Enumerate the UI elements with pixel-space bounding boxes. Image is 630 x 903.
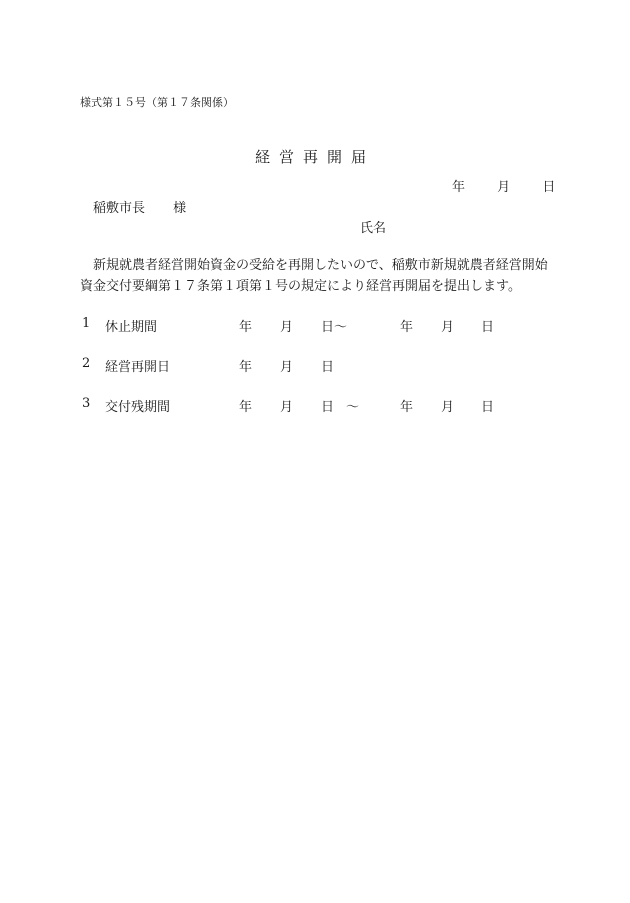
body-paragraph: 新規就農者経営開始資金の受給を再開したいので、稲敷市新規就農者経営開始資金交付要綱第１７条第１項第１号の規定により経営再開届を提出します。 (80, 258, 548, 294)
applicant-name-label: 氏名 (360, 221, 387, 236)
item-month: 月 (280, 320, 294, 335)
item-day: 日〜 (321, 320, 348, 335)
date-day: 日 (542, 180, 556, 195)
document-title: 経営再開届 (254, 148, 375, 166)
item-end-day: 日 (481, 320, 495, 335)
item-end-year: 年 (400, 320, 414, 335)
item-number: 2 (82, 356, 91, 371)
item-end-year: 年 (400, 400, 414, 415)
date-year: 年 (452, 180, 466, 195)
item-number: 3 (82, 396, 91, 411)
item-end-month: 月 (441, 320, 455, 335)
item-label: 休止期間 (105, 320, 158, 335)
item-tilde: 〜 (346, 400, 360, 415)
item-day: 日 (321, 400, 335, 415)
item-end-month: 月 (441, 400, 455, 415)
submission-date (452, 176, 555, 195)
item-number: 1 (82, 316, 91, 331)
item-year: 年 (239, 400, 253, 415)
addressee-city: 稲敷市長 (93, 201, 146, 216)
item-year: 年 (239, 360, 253, 375)
item-day: 日 (321, 360, 335, 375)
date-month: 月 (497, 180, 511, 195)
item-label: 交付残期間 (105, 400, 171, 415)
item-label: 経営再開日 (105, 360, 171, 375)
addressee (93, 197, 186, 216)
form-number: 様式第１５号（第１７条関係） (80, 96, 234, 109)
item-month: 月 (280, 360, 294, 375)
item-end-day: 日 (481, 400, 495, 415)
item-month: 月 (280, 400, 294, 415)
item-year: 年 (239, 320, 253, 335)
addressee-honorific: 様 (173, 201, 187, 216)
